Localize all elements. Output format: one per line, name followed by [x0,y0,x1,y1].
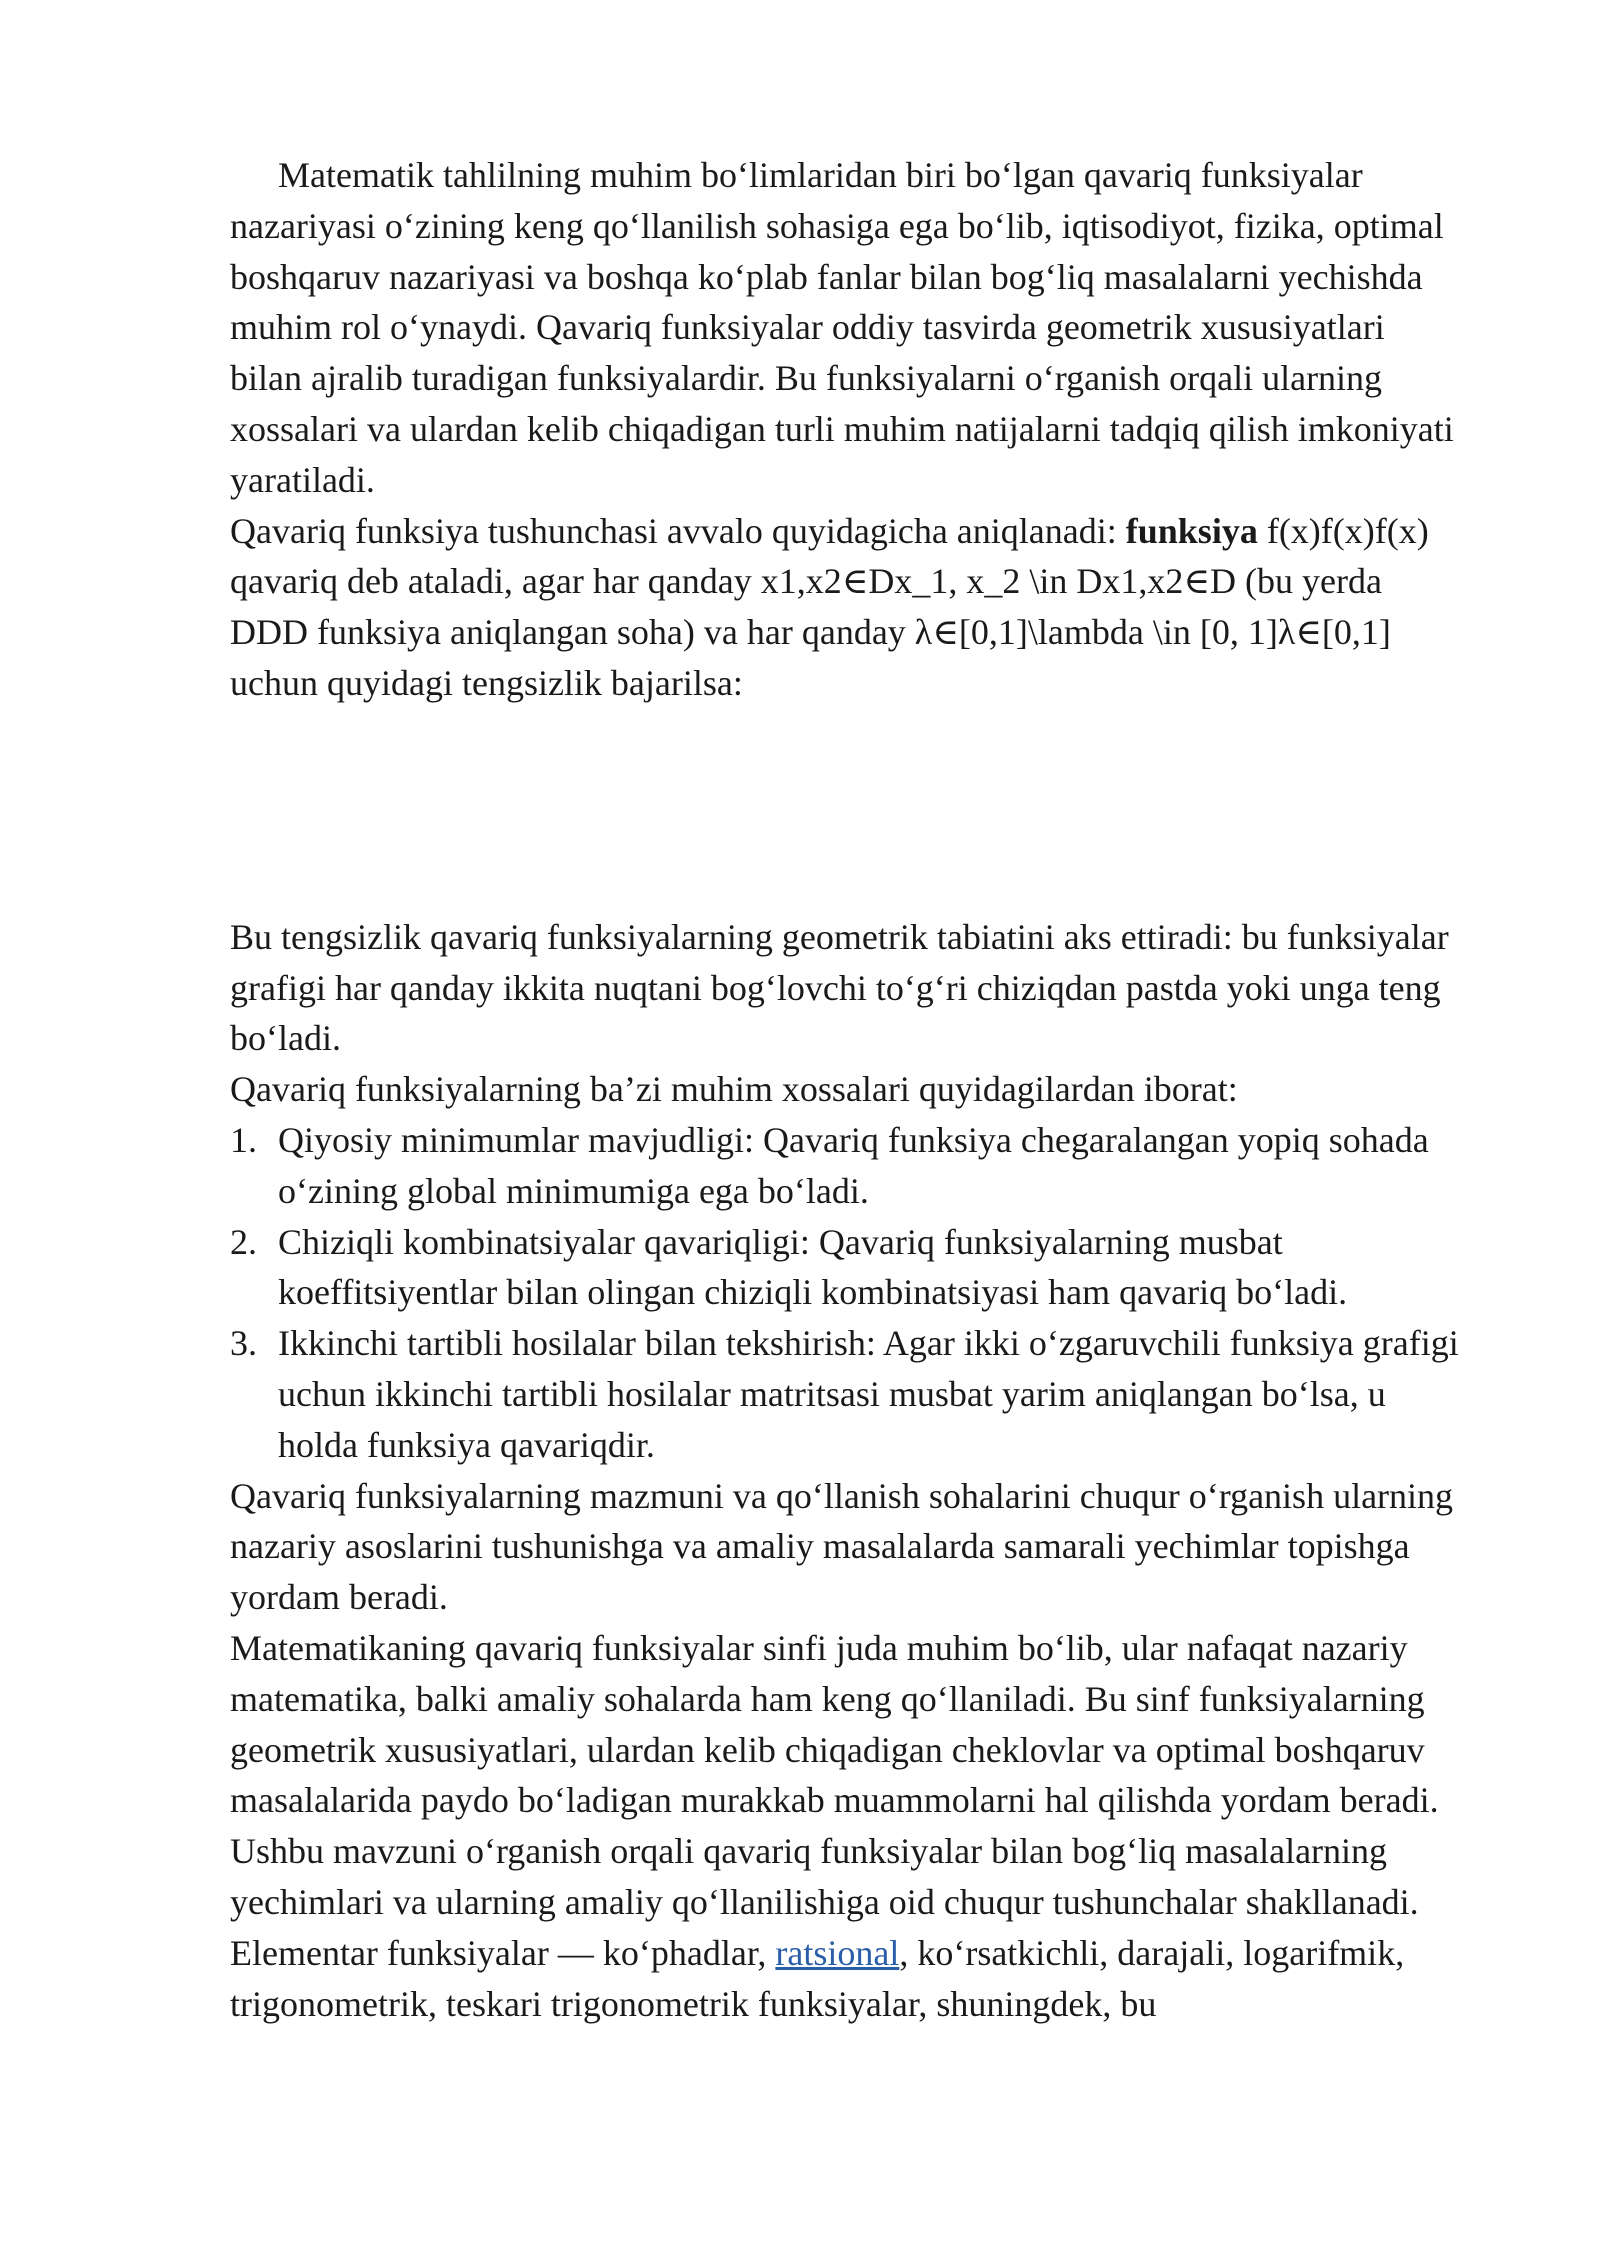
study-paragraph: Qavariq funksiyalarning mazmuni va qo‘llanish sohalarini chuqur o‘rganish ularning nazariy asoslarini tushunishga va amaliy masalalarda samarali yechimlar topishga yordam beradi. [230,1475,1454,1618]
list-item-text: Ikkinchi tartibli hosilalar bilan tekshirish: Agar ikki o‘zgaruvchili funksiya grafigi uchun ikkinchi tartibli hosilalar matritsasi musbat yarim aniqlangan bo‘lsa, u holda funksiya qavariqdir. [278,1323,1459,1465]
definition-bold-word: funksiya [1125,510,1258,551]
list-item [230,1217,1465,1319]
properties-list [230,1115,1465,1471]
definition-text-rest: f(x)f(x)f(x) qavariq deb ataladi, agar har qanday x1,x2∈Dx_1, x_2 \in Dx1,x2∈D (bu yerda DDD funksiya aniqlangan soha) va har qanday λ∈[0,1]\lambda \in [0, 1]λ∈[0,1] uchun quyidagi tengsizlik bajarilsa: [230,510,1429,703]
list-item-number: 3. [230,1323,257,1364]
document-body [230,150,1465,2029]
list-item [230,1115,1465,1217]
definition-text-start: Qavariq funksiya tushunchasi avvalo quyidagicha aniqlanadi: [230,510,1126,551]
missing-formula-gap [230,709,1465,912]
list-item-text: Qiyosiy minimumlar mavjudligi: Qavariq funksiya chegaralangan yopiq sohada o‘zining global minimumiga ega bo‘ladi. [278,1119,1429,1211]
properties-intro: Qavariq funksiyalarning ba’zi muhim xossalari quyidagilardan iborat: [230,1069,1238,1110]
list-item [230,1318,1465,1470]
elementary-text-rest: , ko‘rsatkichli, darajali, logarifmik, trigonometrik, teskari trigonometrik funksiyalar, shuningdek, bu [230,1932,1405,2024]
elementary-functions-paragraph [230,1928,1465,2030]
intro-paragraph: Matematik tahlilning muhim bo‘limlaridan biri bo‘lgan qavariq funksiyalar nazariyasi o‘zining keng qo‘llanilish sohasiga ega bo‘lib, iqtisodiyot, fizika, optimal boshqaruv nazariyasi va boshqa ko‘plab fanlar bilan bog‘liq masalalarni yechishda muhim rol o‘ynaydi. Qavariq funksiyalar oddiy tasvirda geometrik xususiyatlari bilan ajralib turadigan funksiyalardir. Bu funksiyalarni o‘rganish orqali ularning xossalari va ulardan kelib chiqadigan turli muhim natijalarni tadqiq qilish imkoniyati yaratiladi. [230,155,1454,500]
definition-paragraph [230,506,1465,709]
list-item-number: 2. [230,1221,257,1262]
inequality-explanation-paragraph: Bu tengsizlik qavariq funksiyalarning geometrik tabiatini aks ettiradi: bu funksiyalar grafigi har qanday ikkita nuqtani bog‘lovchi to‘g‘ri chiziqdan pastda yoki unga teng bo‘ladi. [230,916,1449,1059]
class-paragraph: Matematikaning qavariq funksiyalar sinfi juda muhim bo‘lib, ular nafaqat nazariy matematika, balki amaliy sohalarda ham keng qo‘llaniladi. Bu sinf funksiyalarning geometrik xususiyatlari, ulardan kelib chiqadigan cheklovlar va optimal boshqaruv masalalarida paydo bo‘ladigan murakkab muammolarni hal qilishda yordam beradi. Ushbu mavzuni o‘rganish orqali qavariq funksiyalar bilan bog‘liq masalalarning yechimlari va ularning amaliy qo‘llanilishiga oid chuqur tushunchalar shakllanadi. [230,1627,1439,1922]
list-item-text: Chiziqli kombinatsiyalar qavariqligi: Qavariq funksiyalarning musbat koeffitsiyentlar bilan olingan chiziqli kombinatsiyasi ham qavariq bo‘ladi. [278,1221,1348,1313]
elementary-text-start: Elementar funksiyalar — ko‘phadlar, [230,1932,776,1973]
ratsional-link[interactable]: ratsional [775,1932,900,1973]
list-item-number: 1. [230,1119,257,1160]
